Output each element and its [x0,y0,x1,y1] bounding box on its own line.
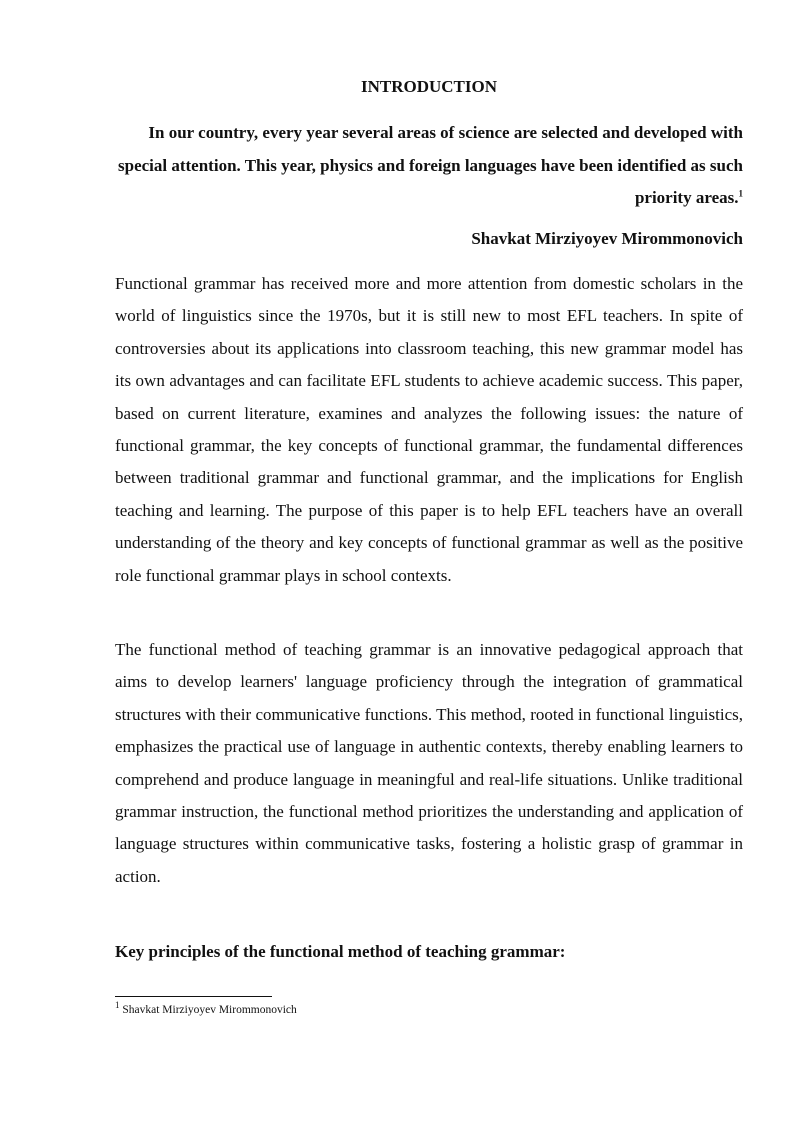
epigraph-author: Shavkat Mirziyoyev Mirommonovich [471,229,743,248]
footnote-marker: 1 [115,1000,120,1011]
epigraph-footnote-marker[interactable]: 1 [738,188,743,199]
body-paragraph-2: The functional method of teaching grammar is an innovative pedagogical approach that aims to develop learners' language proficiency through the integration of grammatical structures with their communicative functions. This method, rooted in functional linguistics, emphasizes the practical use of language in authentic contexts, thereby enabling learners to comprehend and produce language in meaningful and real-life situations. Unlike traditional grammar instruction, the functional method prioritizes the understanding and application of language structures within communicative tasks, fostering a holistic grasp of grammar in action. [115,640,743,886]
footnote-separator [115,996,272,997]
page-title: INTRODUCTION [360,77,498,96]
footnote [115,1002,743,1018]
epigraph-text: In our country, every year several areas of science are selected and developed with special attention. This year, physics and foreign languages have been identified as such priority areas. [118,123,743,207]
body-paragraph-1: Functional grammar has received more and more attention from domestic scholars in the world of linguistics since the 1970s, but it is still new to most EFL teachers. In spite of controversies about its applications into classroom teaching, this new grammar model has its own advantages and can facilitate EFL students to achieve academic success. This paper, based on current literature, examines and analyzes the following issues: the nature of functional grammar, the key concepts of functional grammar, the fundamental differences between traditional grammar and functional grammar, and the implications for English teaching and learning. The purpose of this paper is to help EFL teachers have an overall understanding of the theory and key concepts of functional grammar as well as the positive role functional grammar plays in school contexts. [115,274,743,585]
footnote-text: Shavkat Mirziyoyev Mirommonovich [122,1004,297,1016]
epigraph-quote [115,117,743,215]
section-heading: Key principles of the functional method of teaching grammar: [115,942,566,961]
